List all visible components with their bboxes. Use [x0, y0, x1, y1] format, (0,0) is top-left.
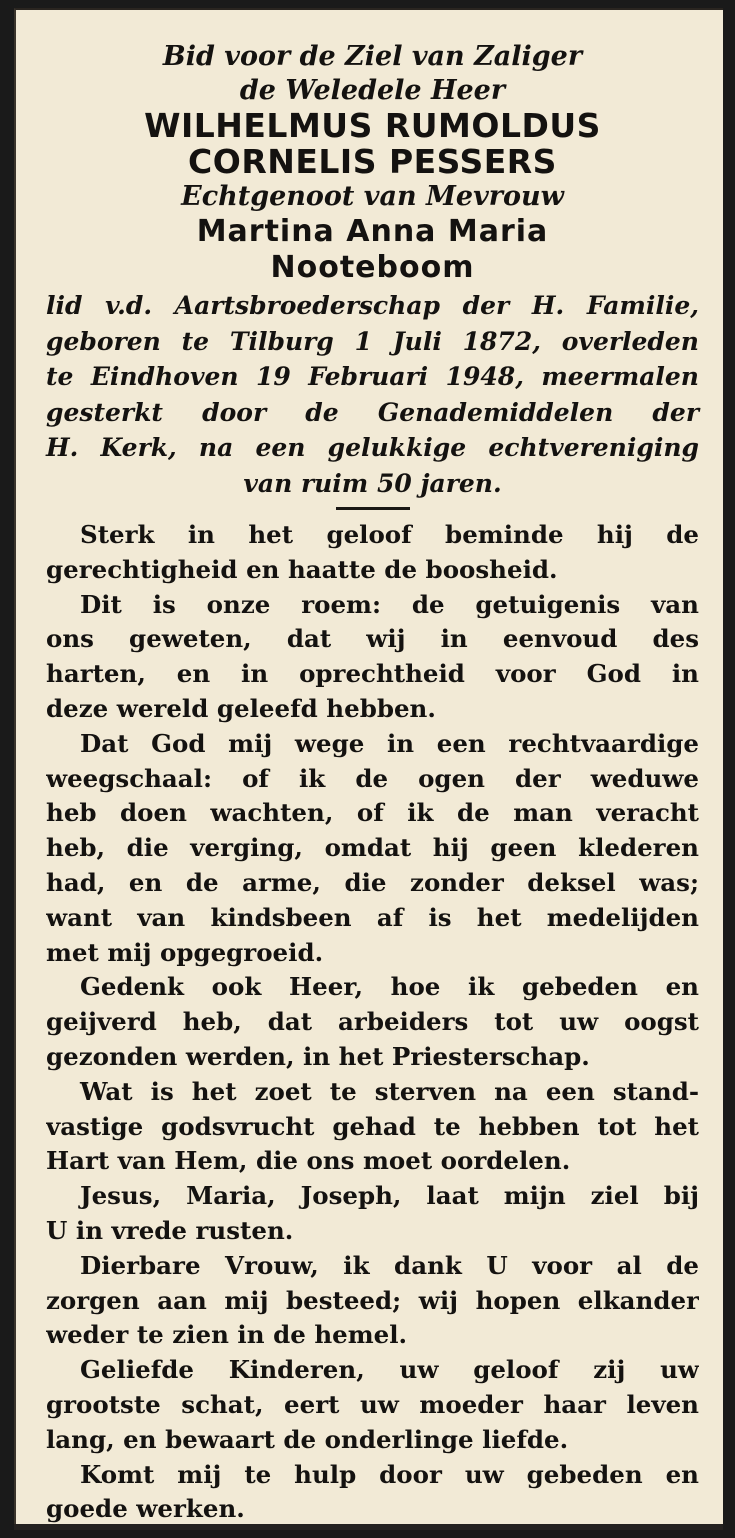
text-line: Dit is onze roem: de getuigenis van: [80, 589, 699, 619]
deceased-name-first: WILHELMUS RUMOLDUS: [144, 106, 601, 145]
text-line: Wat is het zoet te sterven na een stand-: [80, 1076, 699, 1106]
text-line: Sterk in het geloof beminde hij de: [80, 520, 699, 549]
paragraph: [46, 588, 699, 727]
text-line: weegschaal: of ik de ogen der weduwe: [46, 763, 699, 793]
text-line: want van kindsbeen af is het medelijden: [46, 902, 699, 932]
text-line: Dierbare Vrouw, ik dank U voor al de: [80, 1250, 699, 1280]
text-line: U in vrede rusten.: [46, 1215, 294, 1245]
paragraph: [46, 727, 699, 971]
text-line: Gedenk ook Heer, hoe ik gebeden en: [80, 972, 699, 1002]
spouse-name-first: Martina Anna Maria: [196, 214, 549, 249]
prayer-intro: Bid voor de Ziel van Zaliger: [162, 41, 583, 72]
text-line: had, en de arme, die zonder deksel was;: [46, 867, 699, 897]
bio-line: gesterkt door de Genademiddelen der: [46, 397, 699, 427]
paragraph: [46, 1179, 699, 1249]
card-header: [46, 40, 699, 286]
text-line: met mij opgegroeid.: [46, 937, 324, 967]
bio-line: geboren te Tilburg 1 Juli 1872, overleden: [46, 326, 699, 356]
spouse-name-last: Nooteboom: [270, 250, 475, 285]
paragraph: [46, 1075, 699, 1179]
text-line: vastige godsvrucht gehad te hebben tot het: [46, 1111, 699, 1141]
text-line: goede werken.: [46, 1494, 245, 1524]
paragraph: [46, 970, 699, 1074]
spouse-intro: Echtgenoot van Mevrouw: [181, 181, 564, 212]
paragraph: [46, 1353, 699, 1457]
text-line: grootste schat, eert uw moeder haar leven: [46, 1389, 699, 1419]
text-line: Hart van Hem, die ons moet oordelen.: [46, 1146, 571, 1176]
bio-line: van ruim 50 jaren.: [243, 468, 502, 498]
text-line: lang, en bewaart de onderlinge liefde.: [46, 1424, 569, 1454]
paragraph: [46, 1249, 699, 1353]
bottom-border: [14, 1524, 723, 1530]
text-line: gerechtigheid en haatte de boosheid.: [46, 554, 558, 584]
paragraph: [46, 518, 699, 588]
memorial-text: [46, 518, 699, 1527]
text-line: Dat God mij wege in een rechtvaardige: [80, 728, 699, 758]
text-line: heb, die verging, omdat hij geen klederen: [46, 833, 699, 863]
bio-line: te Eindhoven 19 Februari 1948, meermalen: [46, 362, 699, 391]
text-line: Geliefde Kinderen, uw geloof zij uw: [80, 1355, 699, 1385]
bio-line: H. Kerk, na een gelukkige echtvereniging: [46, 433, 699, 462]
text-line: zorgen aan mij besteed; wij hopen elkander: [46, 1285, 699, 1315]
biography: [46, 288, 699, 501]
memorial-card: [14, 8, 723, 1526]
text-line: Komt mij te hulp door uw gebeden en: [80, 1459, 699, 1489]
text-line: deze wereld geleefd hebben.: [46, 693, 436, 723]
text-line: Jesus, Maria, Joseph, laat mijn ziel bij: [80, 1181, 699, 1211]
text-line: harten, en in oprechtheid voor God in: [46, 659, 699, 689]
title-line: de Weledele Heer: [239, 75, 506, 106]
text-line: heb doen wachten, of ik de man veracht: [46, 798, 699, 828]
paragraph: [46, 1458, 699, 1528]
bio-line: lid v.d. Aartsbroederschap der H. Familie,: [46, 291, 699, 320]
text-line: ons geweten, dat wij in eenvoud des: [46, 624, 699, 654]
deceased-name-last: CORNELIS PESSERS: [188, 142, 557, 181]
text-line: gezonden werden, in het Priesterschap.: [46, 1041, 590, 1071]
text-line: geijverd heb, dat arbeiders tot uw oogst: [46, 1007, 699, 1037]
divider-rule: [336, 507, 410, 510]
text-line: weder te zien in de hemel.: [46, 1320, 408, 1350]
